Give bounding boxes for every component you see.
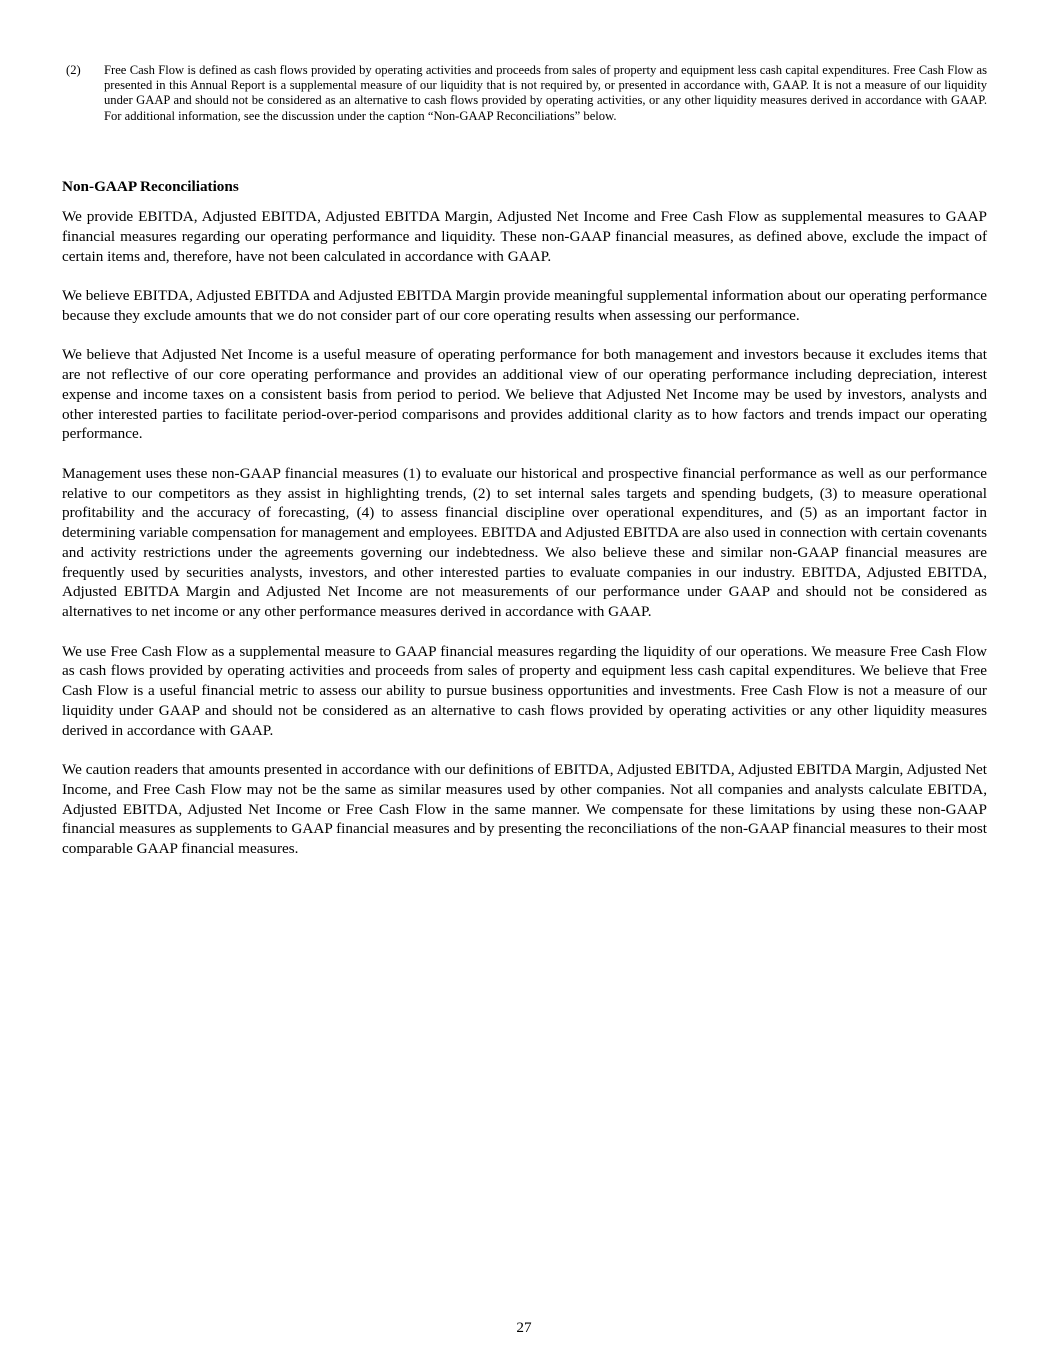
paragraph: We believe EBITDA, Adjusted EBITDA and Adjusted EBITDA Margin provide meaningful supplemental information about our operating performance because they exclude amounts that we do not consider part of our core operating results when assessing our performance.: [62, 287, 987, 324]
footnote-text: Free Cash Flow is defined as cash flows provided by operating activities and proceeds from sales of property and equipment less cash capital expenditures. Free Cash Flow as presented in this Annual Report is a supplemental measure of our liquidity that is not required by, or presented in accordance with, GAAP. It is not a measure of our liquidity under GAAP and should not be considered as an alternative to cash flows provided by operating activities, or any other liquidity measures derived in accordance with GAAP. For additional information, see the discussion under the caption “Non-GAAP Reconciliations” below.: [104, 63, 987, 123]
section-heading: Non-GAAP Reconciliations: [62, 178, 239, 195]
footnote-number: (2): [66, 63, 81, 77]
section-body: [62, 207, 987, 879]
paragraph: We believe that Adjusted Net Income is a useful measure of operating performance for both management and investors because it excludes items that are not reflective of our core operating performance and provides an additional view of our operating performance including depreciation, interest expense and income taxes on a consistent basis from period to period. We believe that Adjusted Net Income may be used by investors, analysts and other interested parties to facilitate period-over-period comparisons and provides additional clarity as to how factors and trends impact our operating performance.: [62, 346, 987, 443]
paragraph: Management uses these non-GAAP financial measures (1) to evaluate our historical and prospective financial performance as well as our performance relative to our competitors as they assist in highlighting trends, (2) to set internal sales targets and spending budgets, (3) to measure operational profitability and the accuracy of forecasting, (4) to assess financial discipline over operational expenditures, and (5) as an important factor in determining variable compensation for management and employees. EBITDA and Adjusted EBITDA are also used in connection with certain covenants and activity restrictions under the agreements governing our indebtedness. We also believe these and similar non-GAAP financial measures are frequently used by securities analysts, investors, and other interested parties to evaluate companies in our industry. EBITDA, Adjusted EBITDA, Adjusted EBITDA Margin and Adjusted Net Income are not measurements of our performance under GAAP and should not be considered as alternatives to net income or any other performance measures derived in accordance with GAAP.: [62, 464, 987, 620]
paragraph: We use Free Cash Flow as a supplemental measure to GAAP financial measures regarding the liquidity of our operations. We measure Free Cash Flow as cash flows provided by operating activities and proceeds from sales of property and equipment less cash capital expenditures. We believe that Free Cash Flow is a useful financial metric to assess our ability to pursue business opportunities and investments. Free Cash Flow is not a measure of our liquidity under GAAP and should not be considered as an alternative to cash flows provided by operating activities or any other liquidity measures derived in accordance with GAAP.: [62, 642, 987, 739]
paragraph: We caution readers that amounts presented in accordance with our definitions of EBITDA, Adjusted EBITDA, Adjusted EBITDA Margin, Adjusted Net Income, and Free Cash Flow may not be the same as similar measures used by other companies. Not all companies and analysts calculate EBITDA, Adjusted EBITDA, Adjusted Net Income or Free Cash Flow in the same manner. We compensate for these limitations by using these non-GAAP financial measures as supplements to GAAP financial measures and by presenting the reconciliations of the non-GAAP financial measures to their most comparable GAAP financial measures.: [62, 761, 987, 857]
page-number: 27: [516, 1319, 532, 1336]
footnote: [62, 63, 987, 124]
paragraph: We provide EBITDA, Adjusted EBITDA, Adjusted EBITDA Margin, Adjusted Net Income and Free Cash Flow as supplemental measures to GAAP financial measures regarding our operating performance and liquidity. These non-GAAP financial measures, as defined above, exclude the impact of certain items and, therefore, have not been calculated in accordance with GAAP.: [62, 208, 987, 265]
